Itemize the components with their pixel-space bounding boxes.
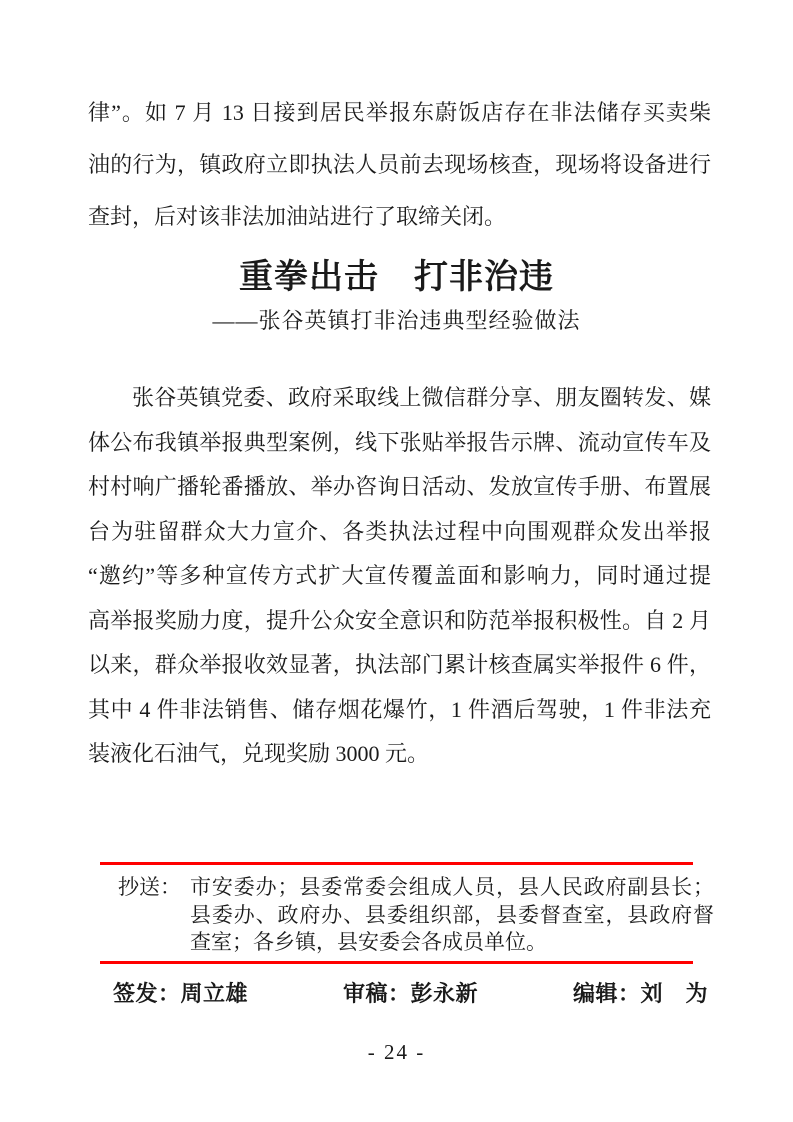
editor-name: 刘 为 <box>640 981 708 1006</box>
cc-recipients <box>190 874 714 957</box>
text-line: 装液化石油气，兑现奖励 3000 元。 <box>88 741 430 766</box>
article-body-paragraph <box>88 376 711 777</box>
article-subtitle: ——张谷英镇打非治违典型经验做法 <box>212 308 581 333</box>
reviewer-field <box>343 981 478 1007</box>
signoff-row <box>113 981 708 1007</box>
editor-field <box>573 981 708 1007</box>
text-line: “邀约”等多种宣传方式扩大宣传覆盖面和影响力，同时通过提 <box>88 563 712 588</box>
intro-paragraph <box>88 87 711 243</box>
text-line: 油的行为，镇政府立即执法人员前去现场核查，现场将设备进行 <box>88 152 711 177</box>
text-line: 村村响广播轮番播放、举办咨询日活动、发放宣传手册、布置展 <box>88 474 711 499</box>
text-line: 查封，后对该非法加油站进行了取缔关闭。 <box>88 204 507 229</box>
cc-top-red-rule <box>100 862 693 865</box>
text-line: 张谷英镇党委、政府采取线上微信群分享、朋友圈转发、媒 <box>132 385 711 410</box>
cc-bottom-red-rule <box>100 961 693 964</box>
text-line: 县委办、政府办、县委组织部，县委督查室，县政府督 <box>190 902 714 927</box>
article-title: 重拳出击 打非治违 <box>239 259 554 296</box>
text-line: 市安委办；县委常委会组成人员，县人民政府副县长； <box>190 875 714 899</box>
editor-label: 编辑： <box>572 981 641 1006</box>
text-line: 体公布我镇举报典型案例，线下张贴举报告示牌、流动宣传车及 <box>88 429 711 455</box>
issuer-label: 签发： <box>113 981 181 1006</box>
reviewer-name: 彭永新 <box>410 981 479 1006</box>
page-number: - 24 - <box>367 1040 426 1064</box>
cc-block <box>118 874 714 957</box>
text-line: 查室；各乡镇，县安委会各成员单位。 <box>190 930 547 954</box>
cc-label: 抄送： <box>118 875 181 899</box>
text-line: 以来，群众举报收效显著，执法部门累计核查属实举报件 6 件， <box>88 652 711 677</box>
text-line: 律”。如 7 月 13 日接到居民举报东蔚饭店存在非法储存买卖柴 <box>88 100 711 125</box>
text-line: 其中 4 件非法销售、储存烟花爆竹，1 件酒后驾驶，1 件非法充 <box>88 696 711 722</box>
text-line: 高举报奖励力度，提升公众安全意识和防范举报积极性。自 2 月 <box>88 607 711 633</box>
text-line: 台为驻留群众大力宣介、各类执法过程中向围观群众发出举报 <box>88 518 711 544</box>
issuer-field <box>113 981 248 1007</box>
issuer-name: 周立雄 <box>180 981 249 1006</box>
reviewer-label: 审稿： <box>342 981 411 1006</box>
